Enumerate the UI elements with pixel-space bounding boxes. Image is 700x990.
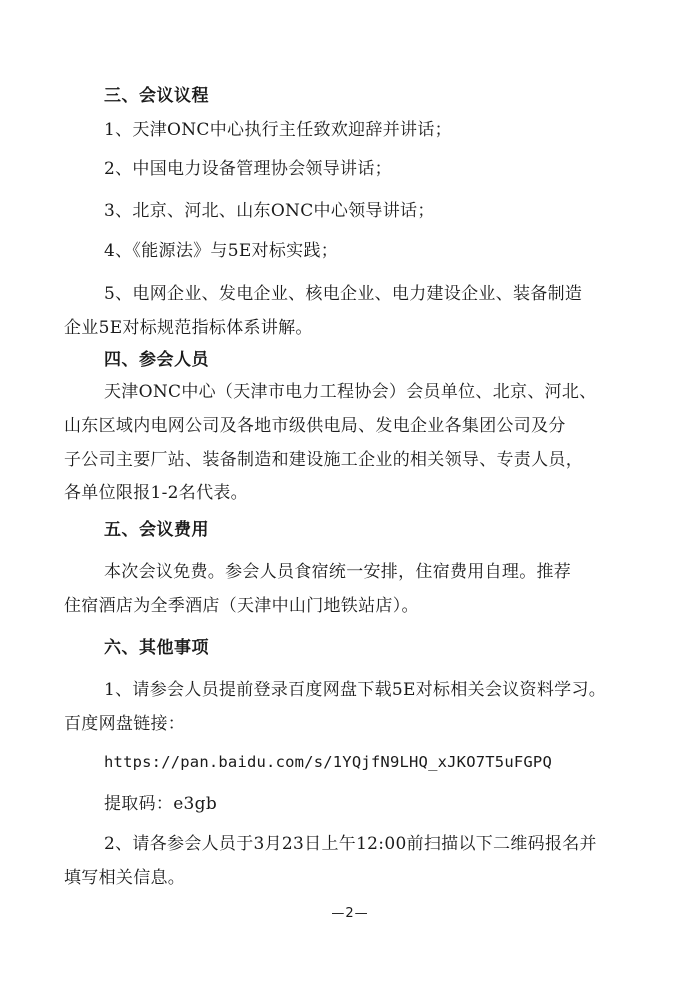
section4-heading: 四、参会人员 — [104, 350, 209, 370]
baidu-pan-label: 百度网盘链接： — [64, 714, 186, 734]
other-item-2-continued: 填写相关信息。 — [64, 868, 186, 888]
agenda-item-5-continued: 企业5E对标规范指标体系讲解。 — [64, 318, 313, 338]
extraction-code: 提取码：e3gb — [104, 794, 218, 814]
section6-heading: 六、其他事项 — [104, 638, 209, 658]
agenda-item-2: 2、中国电力设备管理协会领导讲话； — [104, 159, 392, 179]
agenda-item-4: 4、《能源法》与5E对标实践； — [104, 241, 339, 261]
agenda-item-3: 3、北京、河北、山东ONC中心领导讲话； — [104, 201, 435, 221]
attendees-line-4: 各单位限报1-2名代表。 — [64, 483, 248, 503]
fees-line-2: 住宿酒店为全季酒店（天津中山门地铁站店）。 — [64, 596, 419, 616]
other-item-1: 1、请参会人员提前登录百度网盘下载5E对标相关会议资料学习。 — [104, 680, 607, 700]
agenda-item-5: 5、电网企业、发电企业、核电企业、电力建设企业、装备制造 — [104, 284, 583, 304]
baidu-pan-link[interactable]: https://pan.baidu.com/s/1YQjfN9LHQ_xJKO7T5uFGPQ — [104, 753, 552, 771]
attendees-line-1: 天津ONC中心（天津市电力工程协会）会员单位、北京、河北、 — [104, 382, 597, 402]
section3-heading: 三、会议议程 — [104, 86, 209, 106]
page-number: —2— — [331, 906, 369, 921]
attendees-line-2: 山东区域内电网公司及各地市级供电局、发电企业各集团公司及分 — [64, 416, 566, 436]
section5-heading: 五、会议费用 — [104, 520, 209, 540]
agenda-item-1: 1、天津ONC中心执行主任致欢迎辞并讲话； — [104, 120, 452, 140]
fees-line-1: 本次会议免费。参会人员食宿统一安排，住宿费用自理。推荐 — [104, 562, 572, 582]
other-item-2: 2、请各参会人员于3月23日上午12:00前扫描以下二维码报名并 — [104, 834, 597, 854]
attendees-line-3: 子公司主要厂站、装备制造和建设施工企业的相关领导、专责人员， — [64, 450, 583, 470]
